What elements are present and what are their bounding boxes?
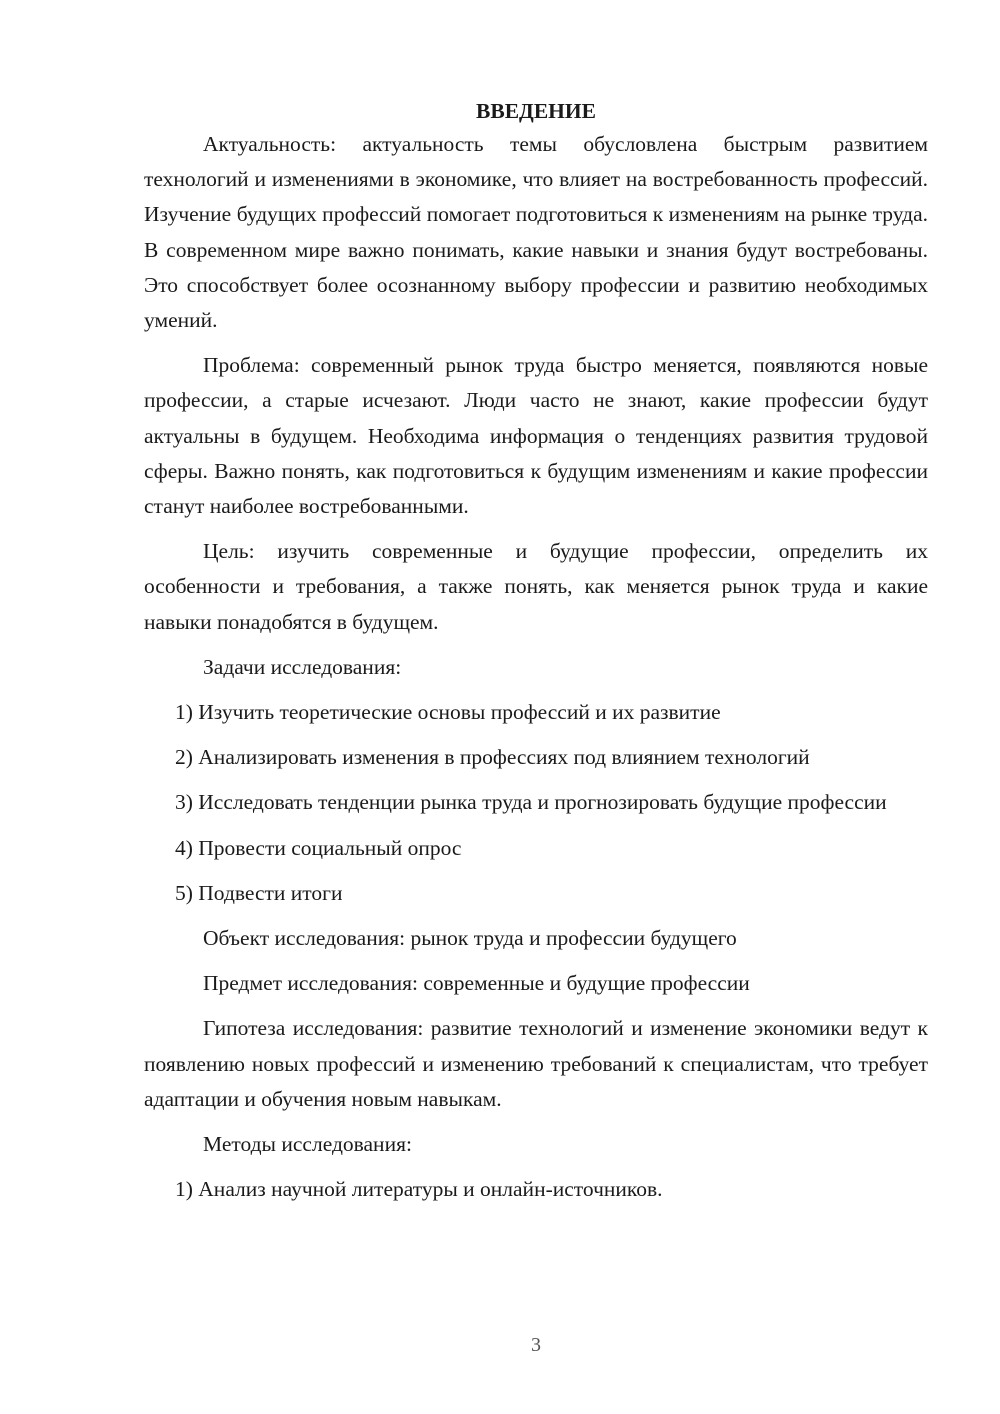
task-item-5: 5) Подвести итоги xyxy=(175,880,343,905)
page-number: 3 xyxy=(531,1334,541,1356)
task-item-2: 2) Анализировать изменения в профессиях под влиянием технологий xyxy=(175,745,810,770)
paragraph-goal: Цель: изучить современные и будущие профессии, определить их особенности и требования, а также понять, как меняется рынок труда и какие навыки понадобятся в будущем. xyxy=(144,539,928,634)
section-title: ВВЕДЕНИЕ xyxy=(476,99,596,123)
task-item-1: 1) Изучить теоретические основы профессий и их развитие xyxy=(175,700,721,725)
paragraph-hypothesis: Гипотеза исследования: развитие технологий и изменение экономики ведут к появлению новых профессий и изменению требований к специалистам, что требует адаптации и обучения новым навыкам. xyxy=(144,1016,928,1111)
paragraph-relevance: Актуальность: актуальность темы обусловлена быстрым развитием технологий и изменениями в экономике, что влияет на востребованность профессий. Изучение будущих профессий помогает подготовиться к изменениям на рынке труда. В современном мире важно понимать, какие навыки и знания будут востребованы. Это способствует более осознанному выбору профессии и развитию необходимых умений. xyxy=(144,132,928,333)
paragraph-object: Объект исследования: рынок труда и профессии будущего xyxy=(203,926,737,951)
paragraph-tasks-heading: Задачи исследования: xyxy=(203,654,402,679)
page-content xyxy=(144,95,928,1207)
task-item-3: 3) Исследовать тенденции рынка труда и прогнозировать будущие профессии xyxy=(175,790,887,815)
paragraph-methods-heading: Методы исследования: xyxy=(203,1132,412,1157)
task-item-4: 4) Провести социальный опрос xyxy=(175,835,462,860)
paragraph-problem: Проблема: современный рынок труда быстро меняется, появляются новые профессии, а старые исчезают. Люди часто не знают, какие профессии будут актуальны в будущем. Необходима информация о тенденциях развития трудовой сферы. Важно понять, как подготовиться к будущим изменениям и какие профессии станут наиболее востребованными. xyxy=(144,353,928,519)
method-item-1: 1) Анализ научной литературы и онлайн-источников. xyxy=(175,1177,663,1202)
paragraph-subject: Предмет исследования: современные и будущие профессии xyxy=(203,971,750,996)
